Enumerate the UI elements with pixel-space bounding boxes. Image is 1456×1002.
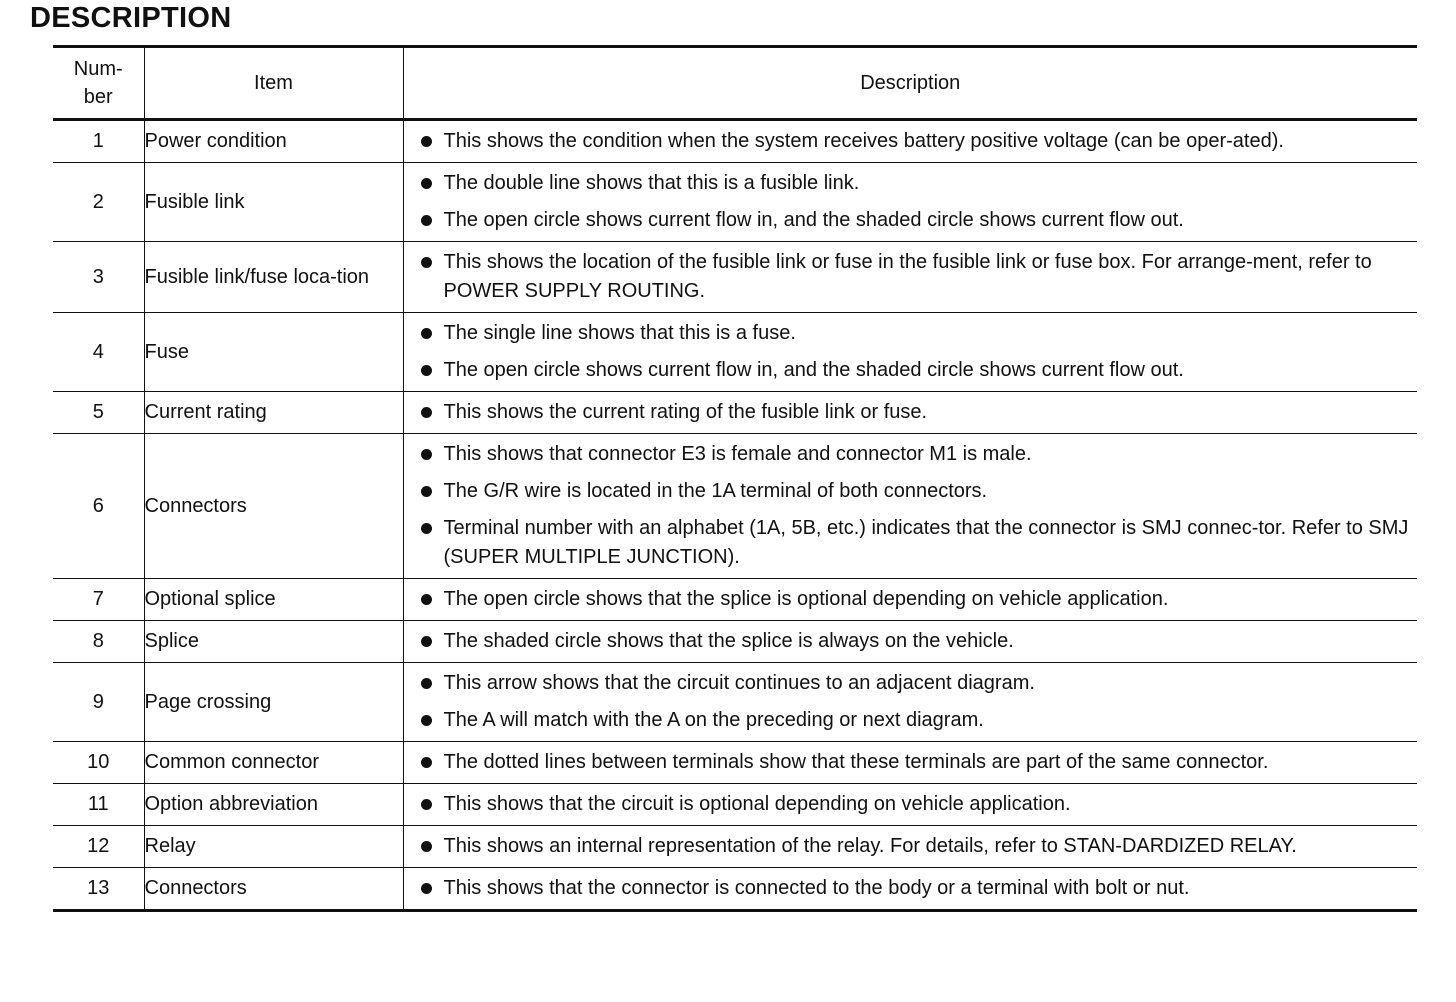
column-header-description: Description <box>403 47 1417 120</box>
table-row <box>53 163 1417 242</box>
column-header-number <box>53 47 144 120</box>
description-bullet: This shows that connector E3 is female and connector M1 is male. <box>418 440 1410 469</box>
row-description <box>403 313 1417 392</box>
row-item: Relay <box>144 826 403 868</box>
row-number: 1 <box>53 120 144 163</box>
row-number: 5 <box>53 392 144 434</box>
table-row <box>53 242 1417 313</box>
row-item: Option abbreviation <box>144 784 403 826</box>
row-description <box>403 434 1417 579</box>
row-item: Fuse <box>144 313 403 392</box>
table-row <box>53 621 1417 663</box>
table-row <box>53 313 1417 392</box>
description-bullet-list <box>404 317 1418 387</box>
row-number: 6 <box>53 434 144 579</box>
row-number: 4 <box>53 313 144 392</box>
row-item: Fusible link/fuse loca-tion <box>144 242 403 313</box>
description-bullet-list <box>404 788 1418 821</box>
description-bullet: The open circle shows current flow in, and the shaded circle shows current flow out. <box>418 356 1410 385</box>
description-bullet-list <box>404 583 1418 616</box>
column-header-item: Item <box>144 47 403 120</box>
row-description <box>403 742 1417 784</box>
row-description <box>403 392 1417 434</box>
row-description <box>403 784 1417 826</box>
description-bullet-list <box>404 167 1418 237</box>
row-description <box>403 120 1417 163</box>
table-row <box>53 826 1417 868</box>
description-bullet-list <box>404 396 1418 429</box>
table-body <box>53 120 1417 911</box>
description-bullet: The open circle shows that the splice is optional depending on vehicle application. <box>418 585 1410 614</box>
row-item: Connectors <box>144 868 403 911</box>
row-number: 12 <box>53 826 144 868</box>
row-number: 9 <box>53 663 144 742</box>
column-header-number-line2: ber <box>83 86 113 108</box>
description-table <box>53 45 1417 912</box>
row-number: 7 <box>53 579 144 621</box>
row-item: Splice <box>144 621 403 663</box>
row-number: 8 <box>53 621 144 663</box>
row-description <box>403 242 1417 313</box>
row-item: Current rating <box>144 392 403 434</box>
description-bullet: This arrow shows that the circuit continues to an adjacent diagram. <box>418 669 1410 698</box>
row-item: Power condition <box>144 120 403 163</box>
row-number: 3 <box>53 242 144 313</box>
column-header-number-line1: Num- <box>73 58 123 80</box>
row-description <box>403 663 1417 742</box>
row-number: 11 <box>53 784 144 826</box>
description-bullet: This shows the condition when the system receives battery positive voltage (can be oper-ated). <box>418 127 1410 156</box>
row-number: 13 <box>53 868 144 911</box>
description-bullet: This shows an internal representation of the relay. For details, refer to STAN-DARDIZED RELAY. <box>418 832 1410 861</box>
row-number: 2 <box>53 163 144 242</box>
row-description <box>403 621 1417 663</box>
table-header-row <box>53 47 1417 120</box>
description-bullet-list <box>404 625 1418 658</box>
description-bullet-list <box>404 125 1418 158</box>
description-bullet-list <box>404 830 1418 863</box>
description-bullet-list <box>404 746 1418 779</box>
description-bullet: This shows that the circuit is optional depending on vehicle application. <box>418 790 1410 819</box>
table-row <box>53 742 1417 784</box>
description-bullet-list <box>404 872 1418 905</box>
description-bullet: The open circle shows current flow in, and the shaded circle shows current flow out. <box>418 206 1410 235</box>
row-item: Common connector <box>144 742 403 784</box>
row-description <box>403 826 1417 868</box>
description-bullet: The A will match with the A on the preceding or next diagram. <box>418 706 1410 735</box>
table-row <box>53 663 1417 742</box>
row-item: Fusible link <box>144 163 403 242</box>
table-row <box>53 579 1417 621</box>
description-bullet-list <box>404 438 1418 574</box>
row-description <box>403 868 1417 911</box>
table-row <box>53 120 1417 163</box>
description-bullet: The shaded circle shows that the splice is always on the vehicle. <box>418 627 1410 656</box>
row-item: Optional splice <box>144 579 403 621</box>
row-item: Page crossing <box>144 663 403 742</box>
row-description <box>403 579 1417 621</box>
description-bullet-list <box>404 667 1418 737</box>
description-bullet: This shows that the connector is connected to the body or a terminal with bolt or nut. <box>418 874 1410 903</box>
row-number: 10 <box>53 742 144 784</box>
description-bullet: Terminal number with an alphabet (1A, 5B, etc.) indicates that the connector is SMJ connec-tor. Refer to SMJ (SUPER MULTIPLE JUNCTION). <box>418 514 1410 572</box>
description-bullet: This shows the location of the fusible link or fuse in the fusible link or fuse box. For arrange-ment, refer to POWER SUPPLY ROUTING. <box>418 248 1410 306</box>
description-bullet: This shows the current rating of the fusible link or fuse. <box>418 398 1410 427</box>
description-bullet: The dotted lines between terminals show that these terminals are part of the same connector. <box>418 748 1410 777</box>
table-row <box>53 784 1417 826</box>
description-bullet: The G/R wire is located in the 1A terminal of both connectors. <box>418 477 1410 506</box>
page-title: DESCRIPTION <box>30 2 232 34</box>
description-bullet-list <box>404 246 1418 308</box>
description-bullet: The double line shows that this is a fusible link. <box>418 169 1410 198</box>
table-row <box>53 434 1417 579</box>
row-item: Connectors <box>144 434 403 579</box>
table-row <box>53 392 1417 434</box>
row-description <box>403 163 1417 242</box>
description-bullet: The single line shows that this is a fuse. <box>418 319 1410 348</box>
table-row <box>53 868 1417 911</box>
